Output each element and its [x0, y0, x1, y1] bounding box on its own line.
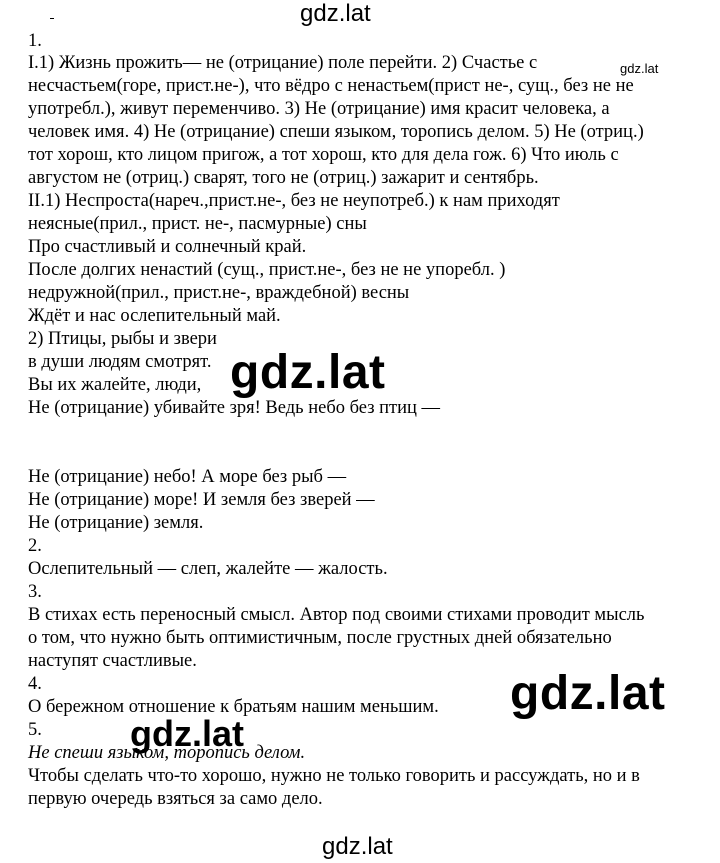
watermark-top: gdz.lat	[300, 0, 371, 27]
text-line: тот хорош, кто лицом пригож, а тот хорош, кто для дела гож. 6) Что июль с	[28, 145, 619, 165]
text-line: В стихах есть переносный смысл. Автор под своими стихами проводит мысль	[28, 605, 645, 625]
text-line: О бережном отношение к братьям нашим меньшим.	[28, 697, 439, 717]
text-line: о том, что нужно быть оптимистичным, после грустных дней обязательно	[28, 628, 612, 648]
text-line: августом не (отриц.) сварят, того не (отриц.) зажарит и сентябрь.	[28, 168, 539, 188]
text-line: в души людям смотрят.	[28, 352, 212, 372]
watermark-small: gdz.lat	[620, 61, 659, 76]
text-line: 3.	[28, 582, 42, 602]
text-line: недружной(прил., прист.не-, враждебной) весны	[28, 283, 410, 303]
text-line: несчастьем(горе, прист.не-), что вёдро с ненастьем(прист не-, сущ., без не не	[28, 76, 634, 96]
text-line: наступят счастливые.	[28, 651, 197, 671]
text-line: Ждёт и нас ослепительный май.	[28, 306, 281, 326]
text-line: 5.	[28, 720, 42, 740]
text-line: неясные(прил., прист. не-, пасмурные) сны	[28, 214, 367, 234]
text-line: 1.	[28, 31, 42, 51]
doc-tick-mark	[50, 18, 54, 19]
text-line-italic: Не спеши языком, торопись делом.	[28, 743, 306, 763]
watermark-bottom: gdz.lat	[322, 833, 393, 860]
watermark-large: gdz.lat	[230, 346, 386, 399]
text-line: Не (отрицание) убивайте зря! Ведь небо без птиц —	[28, 398, 441, 418]
watermark-medium: gdz.lat	[130, 713, 244, 754]
text-line: I.1) Жизнь прожить— не (отрицание) поле перейти. 2) Счастье с	[28, 53, 538, 73]
text-line: 2) Птицы, рыбы и звери	[28, 329, 217, 349]
text-line: II.1) Неспроста(нареч.,прист.не-, без не неупотреб.) к нам приходят	[28, 191, 560, 211]
text-line: Вы их жалейте, люди,	[28, 375, 202, 395]
text-line: 2.	[28, 536, 42, 556]
text-line: Чтобы сделать что-то хорошо, нужно не только говорить и рассуждать, но и в	[28, 766, 640, 786]
text-line: человек имя. 4) Не (отрицание) спеши языком, торопись делом. 5) Не (отриц.)	[28, 122, 644, 142]
text-line: После долгих ненастий (сущ., прист.не-, без не не упоребл. )	[28, 260, 506, 280]
text-line: Про счастливый и солнечный край.	[28, 237, 307, 257]
text-line: Ослепительный — слеп, жалейте — жалость.	[28, 559, 388, 579]
text-line: употребл.), живут переменчиво. 3) Не (отрицание) имя красит человека, а	[28, 99, 610, 119]
text-line: Не (отрицание) небо! А море без рыб —	[28, 467, 347, 487]
text-line: 4.	[28, 674, 42, 694]
watermark-large: gdz.lat	[510, 667, 666, 720]
text-line: Не (отрицание) море! И земля без зверей —	[28, 490, 375, 510]
text-line: первую очередь взяться за само дело.	[28, 789, 323, 809]
text-line: Не (отрицание) земля.	[28, 513, 204, 533]
